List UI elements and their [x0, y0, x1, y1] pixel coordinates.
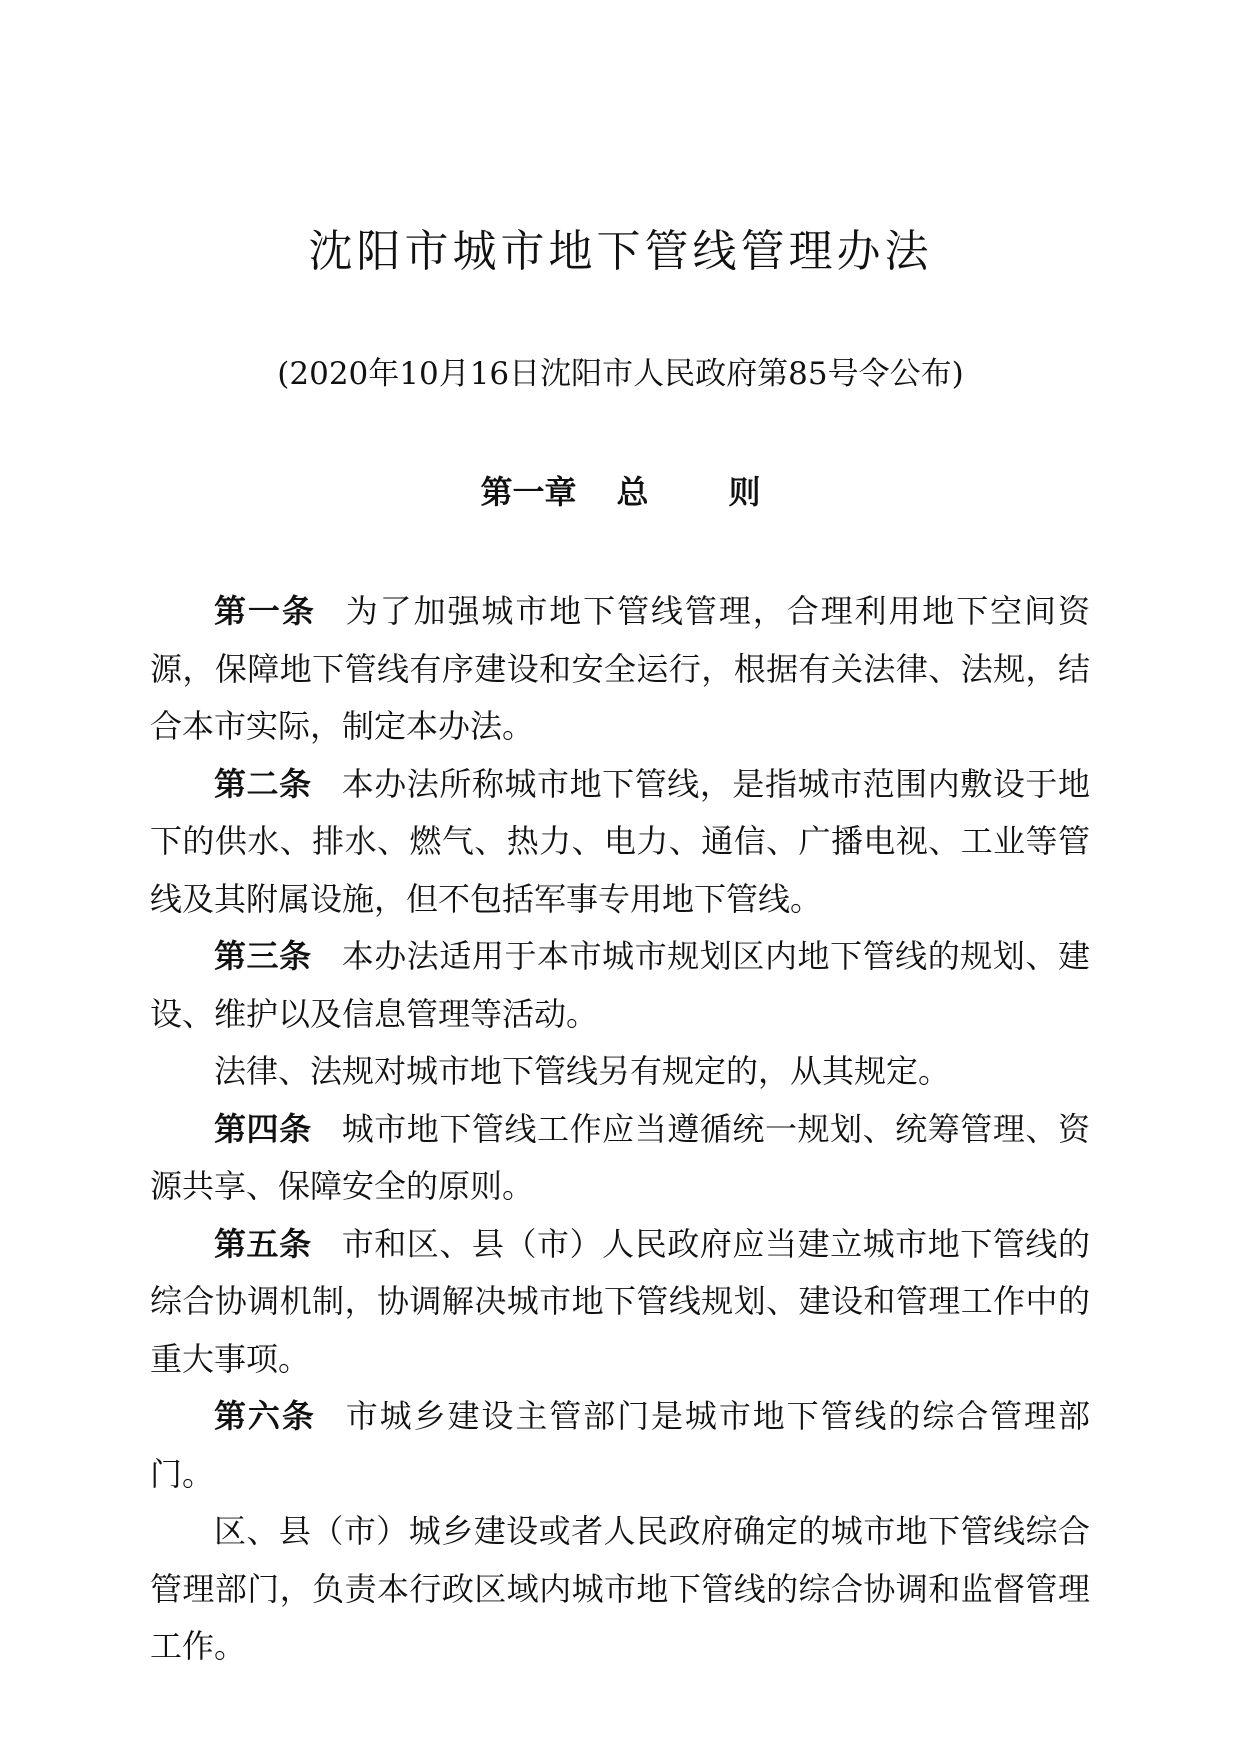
article-text: 城市地下管线工作应当遵循统一规划、统筹管理、资源共享、保障安全的原则。 [150, 1109, 1090, 1205]
paragraph-text: 区、县（市）城乡建设或者人民政府确定的城市地下管线综合管理部门，负责本行政区域内城市地下管线的综合协调和监督管理工作。 [150, 1512, 1090, 1665]
document-body [150, 583, 1090, 1676]
article-label: 第六条 [214, 1397, 316, 1435]
chapter-number: 第一章 [480, 473, 577, 511]
article-paragraph [150, 756, 1090, 929]
article-label: 第一条 [214, 592, 316, 630]
article-paragraph [150, 583, 1090, 756]
chapter-heading [0, 470, 1241, 514]
chapter-name-part1: 总 [616, 473, 649, 511]
article-label: 第二条 [214, 764, 312, 803]
article-text: 为了加强城市地下管线管理，合理利用地下空间资源，保障地下管线有序建设和安全运行，根据有关法律、法规，结合本市实际，制定本办法。 [150, 592, 1090, 745]
article-paragraph [150, 928, 1090, 1043]
article-paragraph [150, 1216, 1090, 1389]
continuation-paragraph [150, 1503, 1090, 1676]
document-subtitle: (2020年10月16日沈阳市人民政府第85号令公布) [277, 356, 964, 392]
article-paragraph [150, 1388, 1090, 1503]
continuation-paragraph [150, 1043, 1090, 1101]
paragraph-text: 法律、法规对城市地下管线另有规定的，从其规定。 [214, 1052, 951, 1090]
article-text: 本办法适用于本市城市规划区内地下管线的规划、建设、维护以及信息管理等活动。 [150, 937, 1090, 1033]
chapter-name-part2: 则 [728, 473, 761, 511]
article-label: 第三条 [214, 937, 312, 975]
article-text: 本办法所称城市地下管线，是指城市范围内敷设于地下的供水、排水、燃气、热力、电力、通信、广播电视、工业等管线及其附属设施，但不包括军事专用地下管线。 [150, 764, 1090, 918]
article-paragraph [150, 1101, 1090, 1216]
article-label: 第五条 [214, 1224, 312, 1263]
article-label: 第四条 [214, 1109, 312, 1148]
article-text: 市和区、县（市）人民政府应当建立城市地下管线的综合协调机制，协调解决城市地下管线规划、建设和管理工作中的重大事项。 [150, 1224, 1090, 1378]
document-title: 沈阳市城市地下管线管理办法 [308, 226, 933, 277]
article-text: 市城乡建设主管部门是城市地下管线的综合管理部门。 [150, 1397, 1090, 1493]
